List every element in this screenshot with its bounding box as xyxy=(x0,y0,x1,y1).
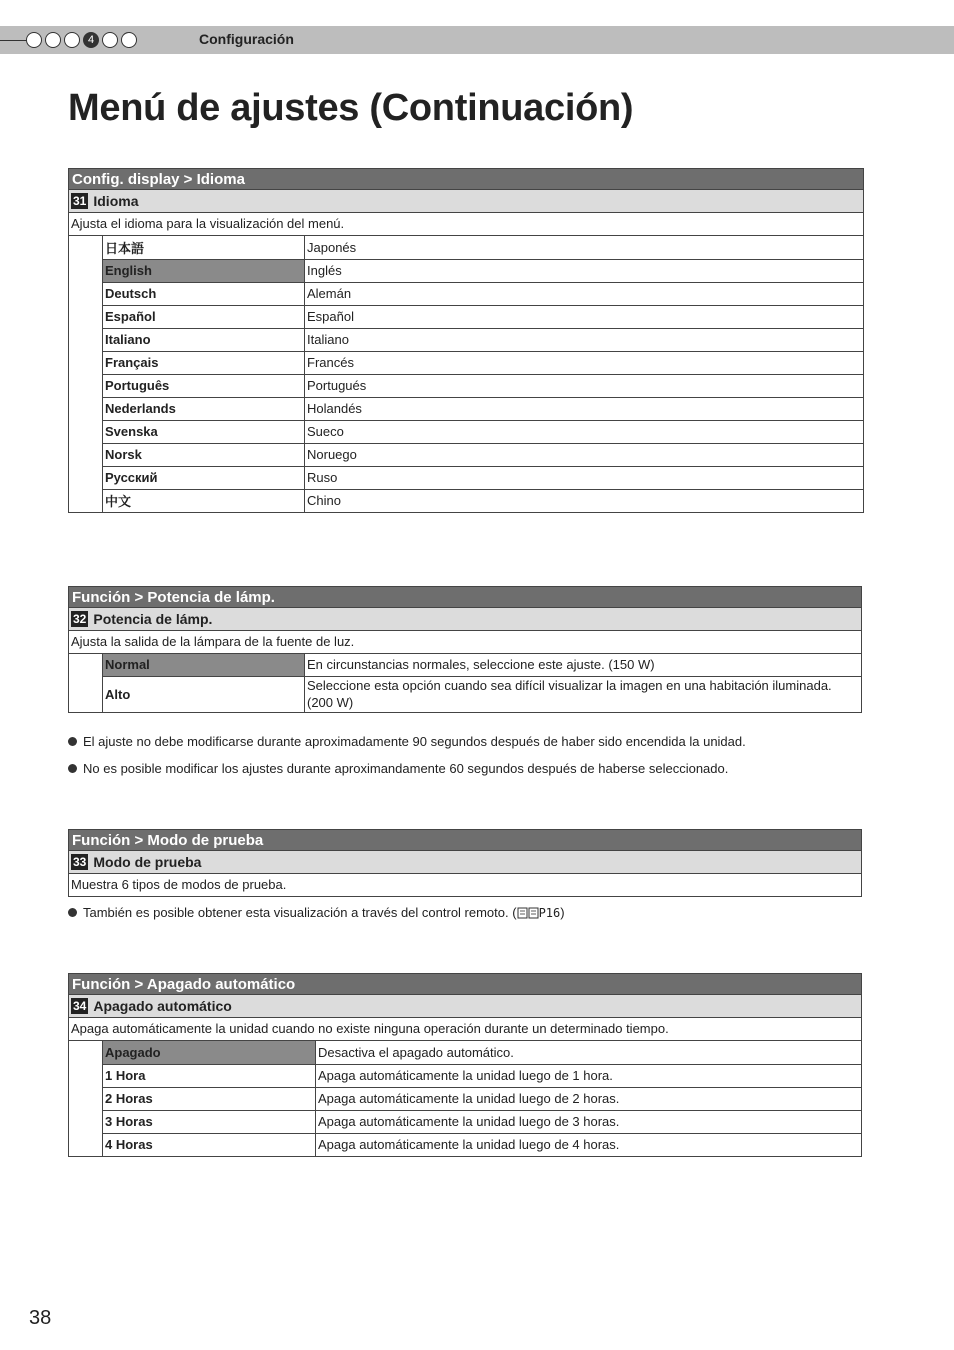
chapter-bar xyxy=(0,26,954,54)
option-description: Ruso xyxy=(305,466,864,489)
option-name: 中文 xyxy=(103,489,305,512)
option-row xyxy=(103,654,862,676)
option-name: Apagado xyxy=(103,1041,316,1064)
settings-block-auto-off xyxy=(68,973,862,1157)
option-description: Chino xyxy=(305,489,864,512)
note xyxy=(68,761,728,776)
note-text: El ajuste no debe modificarse durante aproximadamente 90 segundos después de haber sido encendida la unidad. xyxy=(83,734,746,749)
option-row xyxy=(103,420,864,443)
options-table xyxy=(68,654,862,713)
option-row xyxy=(103,236,864,259)
settings-block-idioma xyxy=(68,168,864,513)
note-text: También es posible obtener esta visualización a través del control remoto. ( xyxy=(83,905,517,920)
option-description: Italiano xyxy=(305,328,864,351)
option-description: Seleccione esta opción cuando sea difícil visualizar la imagen en una habitación iluminada. (200 W) xyxy=(305,676,862,712)
option-description: Inglés xyxy=(305,259,864,282)
option-description: Noruego xyxy=(305,443,864,466)
item-description: Ajusta la salida de la lámpara de la fuente de luz. xyxy=(68,631,862,654)
block-subheader xyxy=(68,608,862,631)
option-name: Español xyxy=(103,305,305,328)
option-description: Portugués xyxy=(305,374,864,397)
item-name: Modo de prueba xyxy=(93,854,202,870)
option-name: 4 Horas xyxy=(103,1133,316,1156)
block-subheader xyxy=(68,851,862,874)
option-name: 2 Horas xyxy=(103,1087,316,1110)
option-name: Alto xyxy=(103,676,305,712)
option-row xyxy=(103,443,864,466)
bullet-icon xyxy=(68,764,77,773)
block-header: Config. display > Idioma xyxy=(68,168,864,190)
option-description: Japonés xyxy=(305,236,864,259)
option-description: Apaga automáticamente la unidad luego de 2 horas. xyxy=(316,1087,862,1110)
option-description: Español xyxy=(305,305,864,328)
block-subheader xyxy=(68,190,864,213)
option-description: Holandés xyxy=(305,397,864,420)
block-subheader xyxy=(68,995,862,1018)
option-name: Italiano xyxy=(103,328,305,351)
item-description: Muestra 6 tipos de modos de prueba. xyxy=(68,874,862,897)
option-name: Nederlands xyxy=(103,397,305,420)
settings-block-test xyxy=(68,829,862,897)
note xyxy=(68,905,565,920)
option-name: Svenska xyxy=(103,420,305,443)
item-description: Ajusta el idioma para la visualización del menú. xyxy=(68,213,864,236)
chapter-circle xyxy=(45,32,61,48)
options-table xyxy=(68,1041,862,1157)
option-row xyxy=(103,259,864,282)
block-header: Función > Modo de prueba xyxy=(68,829,862,851)
option-row xyxy=(103,1041,862,1064)
option-description: Alemán xyxy=(305,282,864,305)
section-label: Configuración xyxy=(199,31,294,47)
option-row xyxy=(103,282,864,305)
option-row xyxy=(103,1087,862,1110)
option-name: Deutsch xyxy=(103,282,305,305)
option-row xyxy=(103,1133,862,1156)
option-row xyxy=(103,1064,862,1087)
option-name: Français xyxy=(103,351,305,374)
bullet-icon xyxy=(68,908,77,917)
note-text: No es posible modificar los ajustes durante aproximandamente 60 segundos después de haberse seleccionado. xyxy=(83,761,729,776)
option-name: Norsk xyxy=(103,443,305,466)
page-number: 38 xyxy=(29,1307,52,1329)
chapter-circle xyxy=(102,32,118,48)
chapter-circle-current: 4 xyxy=(83,32,99,48)
option-row xyxy=(103,305,864,328)
option-name: 3 Horas xyxy=(103,1110,316,1133)
block-header: Función > Potencia de lámp. xyxy=(68,586,862,608)
option-name: Normal xyxy=(103,654,305,676)
item-number: 31 xyxy=(73,194,87,208)
option-name: English xyxy=(103,259,305,282)
option-row xyxy=(103,676,862,712)
option-row xyxy=(103,374,864,397)
item-number: 33 xyxy=(73,855,87,869)
option-description: Francés xyxy=(305,351,864,374)
option-row xyxy=(103,489,864,512)
item-number: 32 xyxy=(73,612,87,626)
chapter-circle xyxy=(64,32,80,48)
option-description: Apaga automáticamente la unidad luego de 1 hora. xyxy=(316,1064,862,1087)
item-name: Idioma xyxy=(93,193,139,209)
option-row xyxy=(103,351,864,374)
option-row xyxy=(103,397,864,420)
item-name: Potencia de lámp. xyxy=(93,611,213,627)
chapter-circle xyxy=(121,32,137,48)
option-description: Apaga automáticamente la unidad luego de 3 horas. xyxy=(316,1110,862,1133)
option-row xyxy=(103,466,864,489)
option-row xyxy=(103,1110,862,1133)
options-table xyxy=(68,236,864,513)
item-name: Apagado automático xyxy=(93,998,232,1014)
option-description: En circunstancias normales, seleccione este ajuste. (150 W) xyxy=(305,654,862,676)
bullet-icon xyxy=(68,737,77,746)
option-name: 1 Hora xyxy=(103,1064,316,1087)
option-description: Desactiva el apagado automático. xyxy=(316,1041,862,1064)
option-description: Sueco xyxy=(305,420,864,443)
item-description: Apaga automáticamente la unidad cuando no existe ninguna operación durante un determinado tiempo. xyxy=(68,1018,862,1041)
note-text-end: ) xyxy=(560,905,565,920)
block-header: Función > Apagado automático xyxy=(68,973,862,995)
page-reference-link[interactable]: P16 xyxy=(538,905,561,920)
item-number: 34 xyxy=(73,999,87,1013)
option-description: Apaga automáticamente la unidad luego de 4 horas. xyxy=(316,1133,862,1156)
chapter-indicator xyxy=(26,31,140,49)
settings-block-lamp xyxy=(68,586,862,713)
option-name: Русский xyxy=(103,466,305,489)
page-title: Menú de ajustes (Continuación) xyxy=(68,87,634,129)
option-name: 日本語 xyxy=(103,236,305,259)
note xyxy=(68,734,746,749)
option-row xyxy=(103,328,864,351)
option-name: Português xyxy=(103,374,305,397)
chapter-circle xyxy=(26,32,42,48)
book-reference-icon xyxy=(517,907,539,919)
